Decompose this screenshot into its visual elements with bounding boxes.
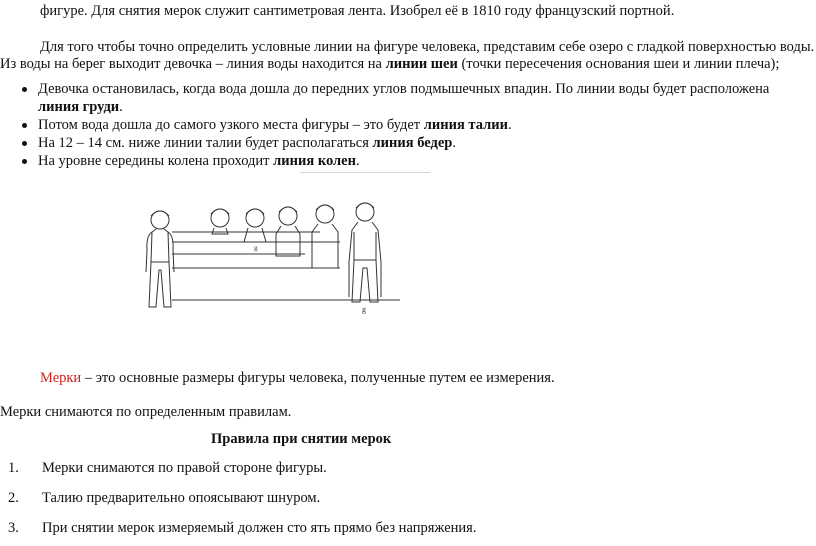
girl-figures-waterline-illustration xyxy=(130,172,430,322)
rules-heading: Правила при снятии мерок xyxy=(211,431,392,447)
knees-line-term: линия колен xyxy=(273,153,356,169)
rules-intro: Мерки снимаются по определенным правилам. xyxy=(0,404,292,420)
rule-item-3: 3. При снятии мерок измеряемый должен сто ять прямо без напряжения. xyxy=(8,520,477,536)
figure-mark: g xyxy=(254,244,258,252)
rule-item-2: 2. Талию предварительно опоясывают шнуром. xyxy=(8,490,321,506)
bullet-item-chest: Девочка остановилась, когда вода дошла до передних углов подмышечных впадин. По линии воды будет расположена линия груди. xyxy=(0,80,769,116)
rule-item-1: 1. Мерки снимаются по правой стороне фигуры. xyxy=(8,460,327,476)
lake-text-c: (точки пересечения основания шеи и линии плеча); xyxy=(457,56,780,72)
neck-line-term: линии шеи xyxy=(385,56,458,72)
waist-line-term: линия талии xyxy=(423,117,508,133)
hips-line-term: линия бедер xyxy=(372,135,453,151)
girl-figure-2 xyxy=(211,209,229,234)
paragraph-intro: фигуре. Для снятия мерок служит сантиметровая лента. Изобрел её в 1810 году французский портной. xyxy=(40,3,675,19)
girl-figure-3 xyxy=(244,209,266,252)
bullet-item-waist: Потом вода дошла до самого узкого места фигуры – это будет линия талии. xyxy=(0,116,769,134)
definition-rest: – это основные размеры фигуры человека, полученные путем ее измерения. xyxy=(81,370,555,386)
bullet-item-hips: На 12 – 14 см. ниже линии талии будет располагаться линия бедер. xyxy=(0,134,769,152)
girl-figure-5 xyxy=(312,205,338,268)
paragraph-lake-line1: Для того чтобы точно определить условные линии на фигуре человека, представим себе озеро с гладкой поверхностью воды. xyxy=(40,39,815,55)
chest-line-term: линия груди xyxy=(38,99,120,115)
bullet-item-knees: На уровне середины колена проходит линия колен. xyxy=(0,152,769,170)
girl-figure-full xyxy=(146,211,174,307)
figure-mark-bottom: g xyxy=(362,305,366,314)
waterline-bullet-list xyxy=(0,80,769,170)
girl-figure-6 xyxy=(349,203,381,314)
definition-term: Мерки xyxy=(40,370,82,386)
definition-line xyxy=(40,369,555,387)
paragraph-lake-line2 xyxy=(0,55,779,73)
lake-text-a: Из воды на берег выходит девочка – линия воды находится на xyxy=(0,56,386,72)
